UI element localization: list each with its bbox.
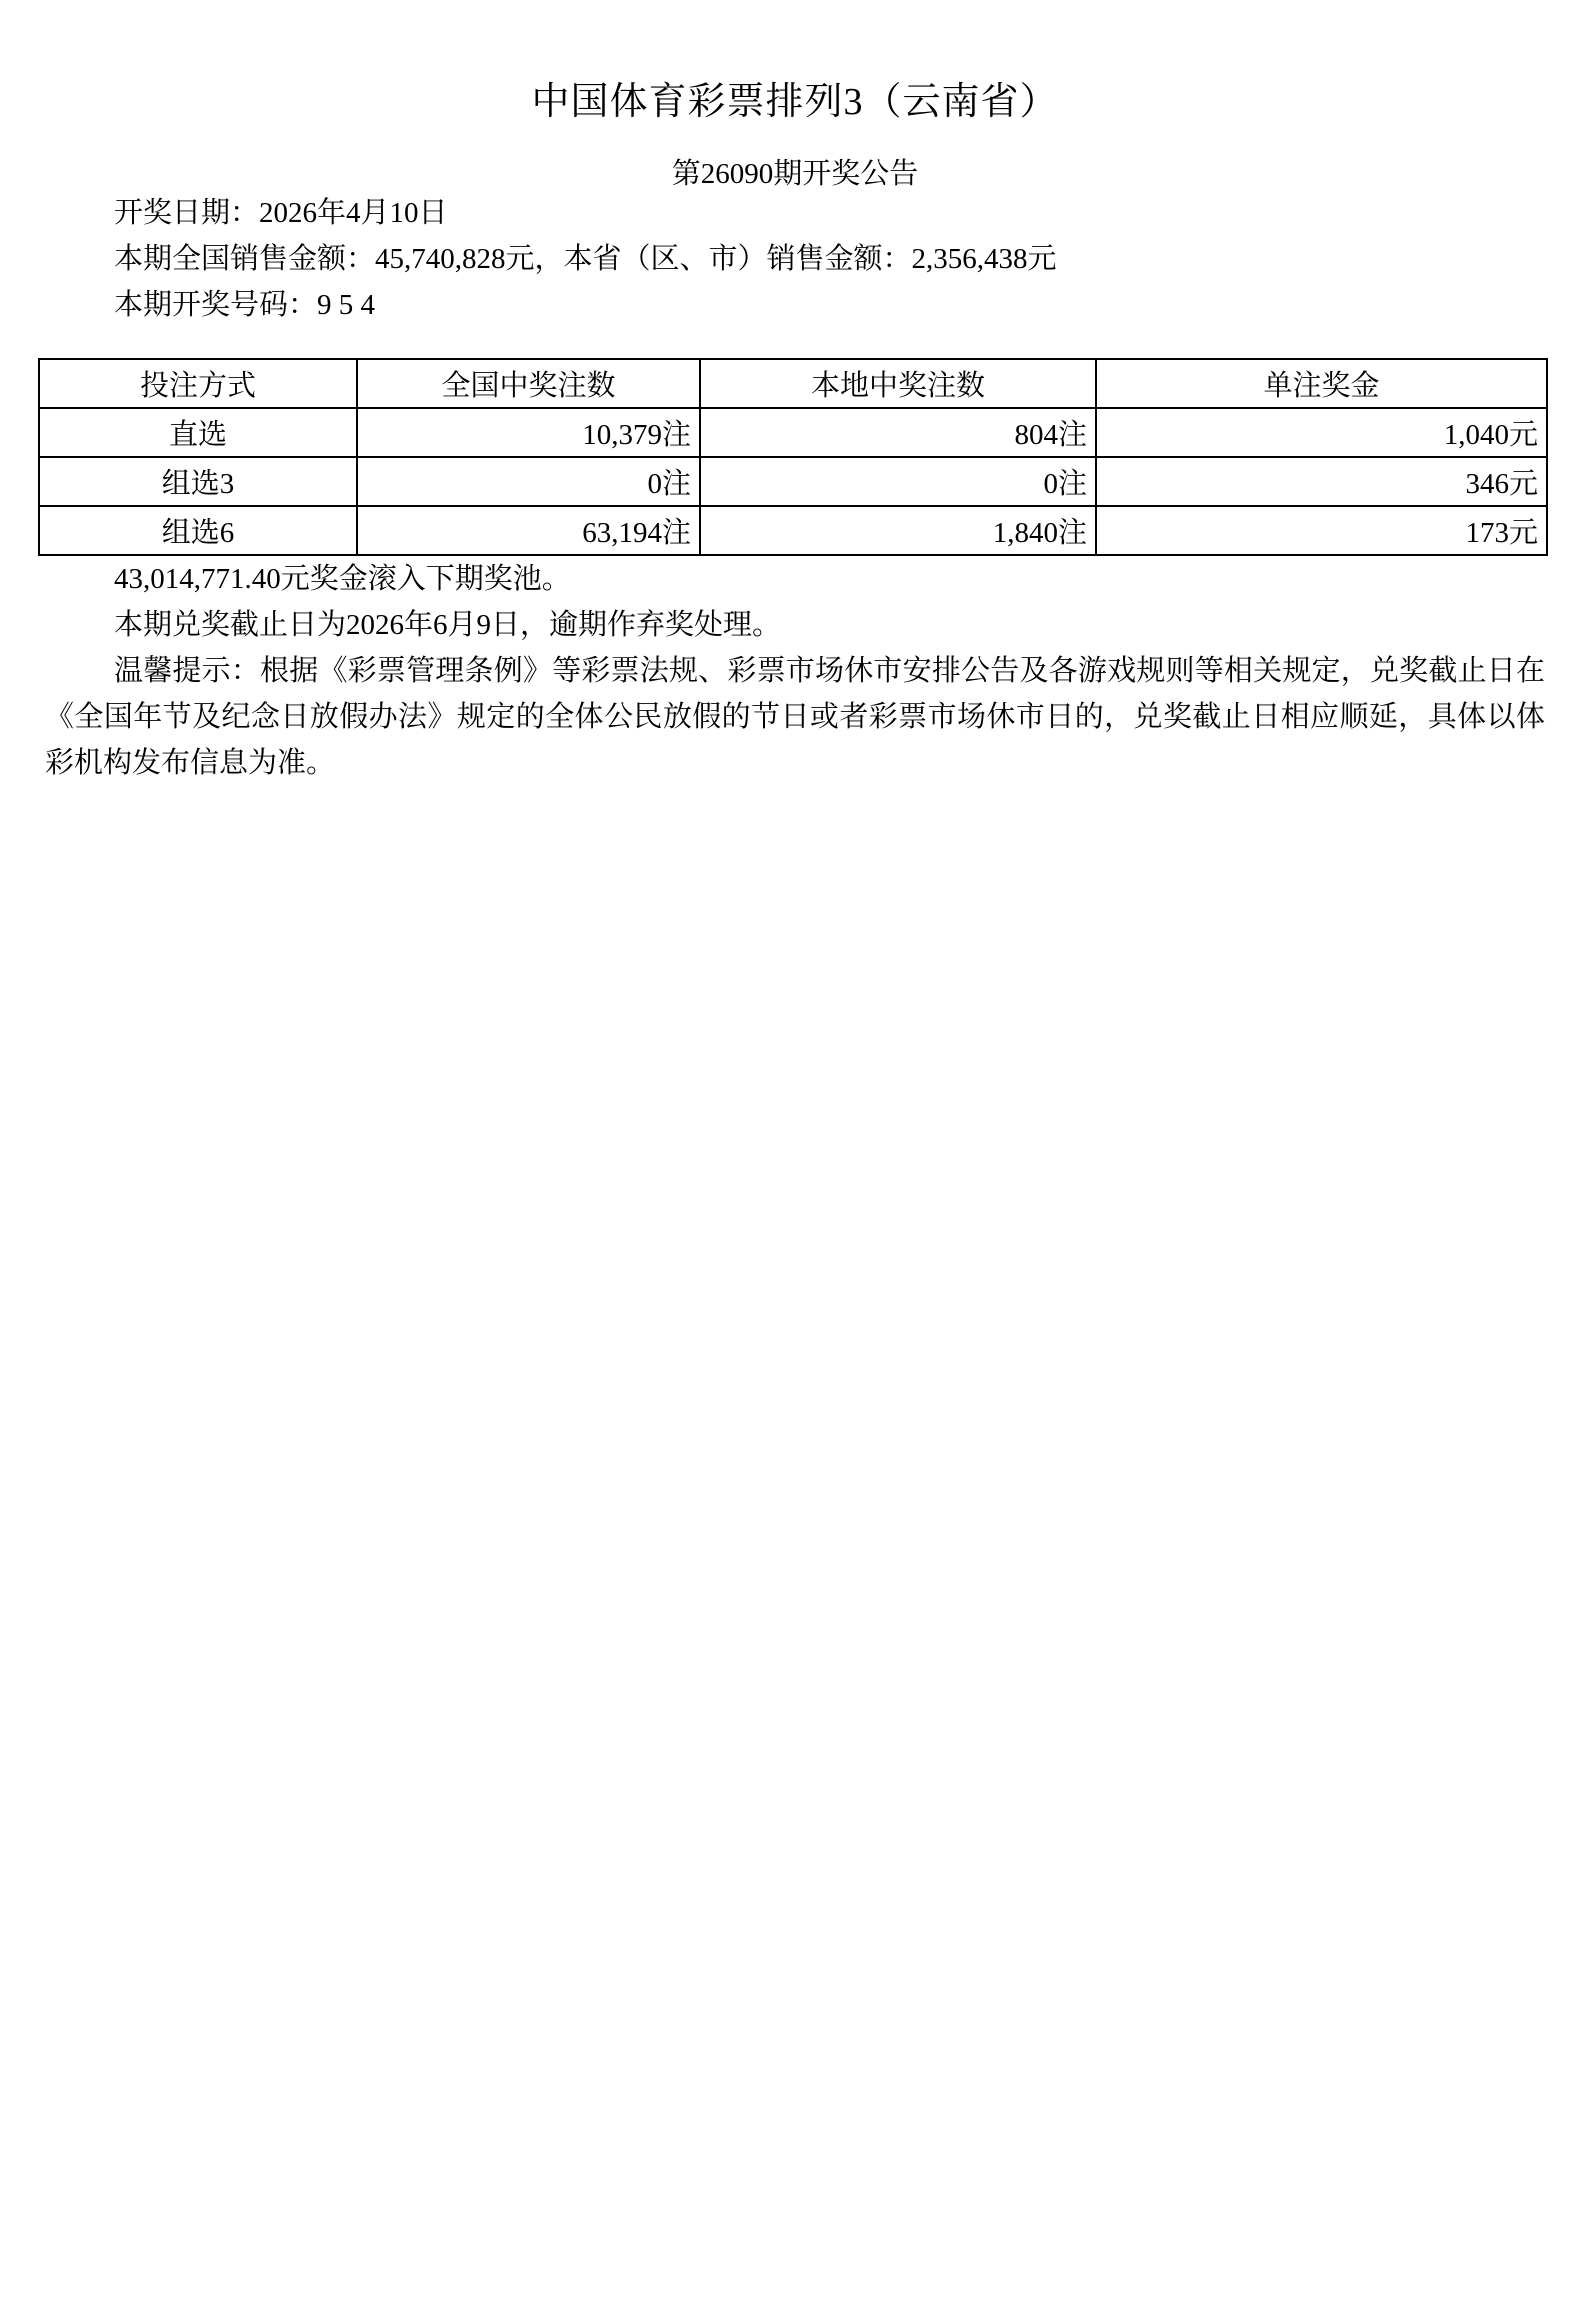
cell-bet-method: 组选6	[39, 506, 357, 555]
notice-paragraph: 温馨提示：根据《彩票管理条例》等彩票法规、彩票市场休市安排公告及各游戏规则等相关规定，兑奖截止日在《全国年节及纪念日放假办法》规定的全体公民放假的节日或者彩票市场休市日的，兑奖截止日相应顺延，具体以体彩机构发布信息为准。	[45, 655, 1545, 779]
cell-national-winners: 63,194注	[357, 506, 700, 555]
draw-date-line: 开奖日期：2026年4月10日	[114, 197, 448, 229]
cell-prize-per-bet: 1,040元	[1096, 408, 1547, 457]
table-row	[39, 457, 1547, 506]
page-subtitle: 第26090期开奖公告	[671, 158, 919, 190]
cell-national-winners: 0注	[357, 457, 700, 506]
col-header-local-winners: 本地中奖注数	[700, 359, 1096, 408]
col-header-bet-method: 投注方式	[39, 359, 357, 408]
table-row	[39, 506, 1547, 555]
table-row	[39, 408, 1547, 457]
cell-bet-method: 直选	[39, 408, 357, 457]
col-header-national-winners: 全国中奖注数	[357, 359, 700, 408]
cell-local-winners: 804注	[700, 408, 1096, 457]
table-header-row	[39, 359, 1547, 408]
cell-local-winners: 0注	[700, 457, 1096, 506]
sales-amount-line: 本期全国销售金额：45,740,828元，本省（区、市）销售金额：2,356,438元	[114, 243, 1057, 275]
page-title: 中国体育彩票排列3（云南省）	[531, 81, 1059, 123]
cell-bet-method: 组选3	[39, 457, 357, 506]
cell-prize-per-bet: 346元	[1096, 457, 1547, 506]
col-header-prize-per-bet: 单注奖金	[1096, 359, 1547, 408]
cell-local-winners: 1,840注	[700, 506, 1096, 555]
cell-national-winners: 10,379注	[357, 408, 700, 457]
prize-table	[38, 358, 1548, 556]
rollover-line: 43,014,771.40元奖金滚入下期奖池。	[114, 563, 571, 595]
draw-numbers-line: 本期开奖号码：9 5 4	[114, 289, 376, 321]
deadline-line: 本期兑奖截止日为2026年6月9日，逾期作弃奖处理。	[114, 609, 782, 641]
cell-prize-per-bet: 173元	[1096, 506, 1547, 555]
announcement-page	[0, 82, 1586, 786]
